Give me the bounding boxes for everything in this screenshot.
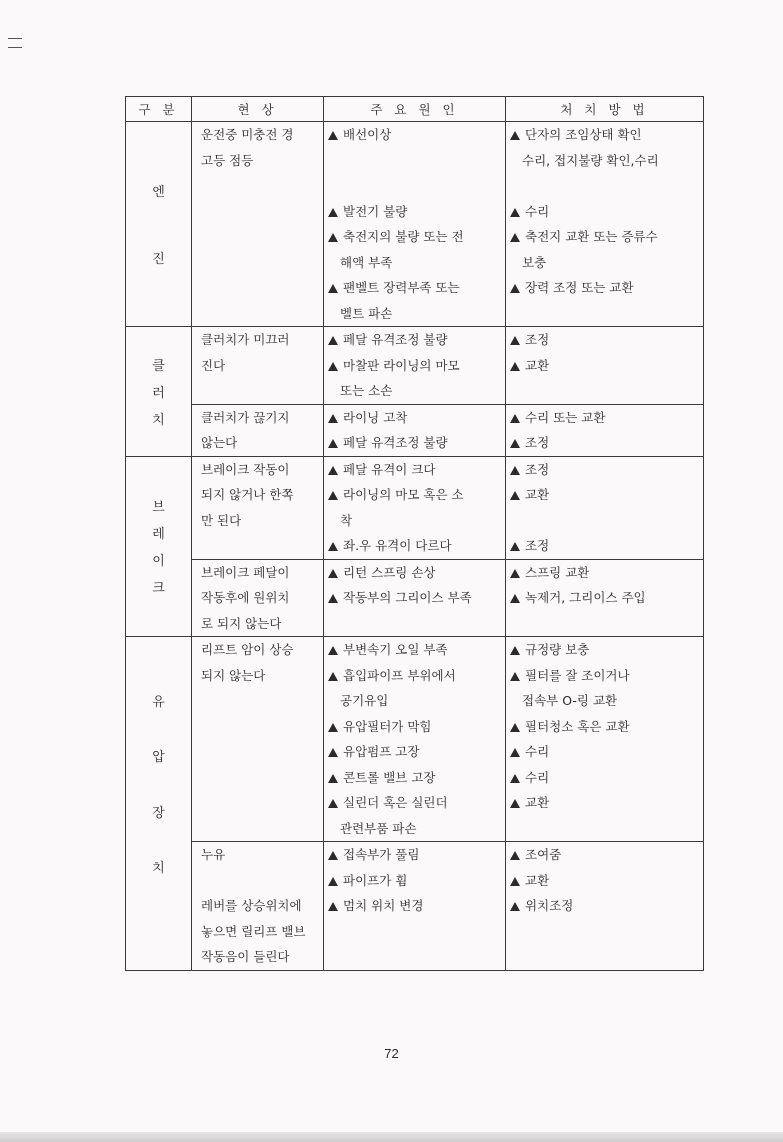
phenomenon-line: 리프트 암이 상승 (201, 642, 294, 657)
cause-item (324, 301, 505, 327)
phenomenon-cell (192, 404, 324, 456)
triangle-bullet-icon (328, 284, 338, 293)
triangle-bullet-icon (328, 877, 338, 886)
triangle-bullet-icon (510, 877, 520, 886)
cause-text: 배선이상 (343, 127, 392, 142)
fix-text: 필터를 잘 조이거나 (525, 667, 630, 683)
table-row (126, 327, 704, 405)
phenomenon-line: 브레이크 페달이 (201, 564, 290, 580)
fix-text: 교환 (525, 357, 550, 373)
triangle-bullet-icon (510, 414, 520, 423)
category-char: 이 (152, 554, 165, 570)
triangle-bullet-icon (328, 851, 338, 860)
cause-text: 유압펌프 고장 (343, 744, 420, 759)
cause-text: 라이닝의 마모 혹은 소 (343, 487, 464, 502)
cause-item (324, 378, 505, 404)
cause-item (324, 739, 505, 765)
phenomenon-cell (192, 456, 324, 559)
triangle-bullet-icon (328, 902, 338, 911)
fix-text: 조정 (525, 332, 550, 347)
fix-text: 수리 (525, 203, 550, 219)
fix-text: 축전지 교환 또는 증류수 (525, 229, 658, 244)
phenomenon-line: 만 된다 (201, 512, 242, 528)
fix-text: 교환 (525, 487, 550, 502)
triangle-bullet-icon (510, 902, 520, 911)
cause-cell (324, 842, 506, 971)
cause-text: 작동부의 그리이스 부족 (343, 590, 472, 605)
cause-item (324, 919, 505, 945)
table-body (126, 122, 704, 971)
phenomenon-line: 누유 (201, 847, 226, 862)
cause-text: 공기유입 (340, 693, 389, 708)
category-char: 크 (152, 581, 165, 597)
triangle-bullet-icon (328, 208, 338, 217)
phenomenon-line: 고등 점등 (201, 152, 254, 168)
triangle-bullet-icon (328, 594, 338, 603)
fix-text: 조정 (525, 435, 550, 450)
troubleshooting-table (125, 96, 704, 971)
fix-text: 필터청소 혹은 교환 (525, 718, 630, 734)
fix-cell (506, 327, 704, 405)
fix-item (506, 688, 703, 714)
cause-item (324, 765, 505, 791)
fix-item (506, 663, 703, 689)
cause-text: 페달 유격조정 불량 (343, 435, 448, 450)
triangle-bullet-icon (328, 774, 338, 783)
cause-item (324, 405, 505, 431)
fix-item (506, 790, 703, 816)
fix-item (506, 199, 703, 225)
triangle-bullet-icon (328, 233, 338, 242)
category-char: 레 (152, 527, 165, 543)
cause-text: 흡입파이프 부위에서 (343, 667, 456, 683)
triangle-bullet-icon (328, 336, 338, 345)
cause-item (324, 893, 505, 919)
triangle-bullet-icon (510, 336, 520, 345)
triangle-bullet-icon (510, 284, 520, 293)
triangle-bullet-icon (510, 233, 520, 242)
phenomenon-line: 진다 (201, 357, 226, 373)
fix-item (506, 301, 703, 327)
cause-text: 멈치 위치 변경 (343, 898, 424, 913)
triangle-bullet-icon (328, 542, 338, 551)
cause-cell (324, 559, 506, 637)
fix-item (506, 714, 703, 740)
triangle-bullet-icon (328, 569, 338, 578)
triangle-bullet-icon (328, 672, 338, 681)
cause-item (324, 816, 505, 842)
fix-item (506, 816, 703, 842)
cause-text: 페달 유격조정 불량 (343, 332, 448, 347)
triangle-bullet-icon (510, 646, 520, 655)
triangle-bullet-icon (328, 439, 338, 448)
fix-item (506, 739, 703, 765)
triangle-bullet-icon (328, 131, 338, 140)
cause-text: 관련부품 파손 (340, 820, 417, 836)
category-cell (126, 327, 192, 457)
fix-item (506, 250, 703, 276)
fix-text: 규정량 보충 (525, 642, 590, 657)
fix-item (506, 275, 703, 301)
cause-text: 좌.우 유격이 다르다 (343, 538, 452, 553)
cause-cell (324, 637, 506, 842)
triangle-bullet-icon (328, 799, 338, 808)
cause-item (324, 560, 505, 586)
header-fix: 처 치 방 법 (506, 97, 704, 122)
phenomenon-line: 작동후에 원위치 (201, 590, 290, 605)
fix-text: 수리, 접지불량 확인,수리 (522, 152, 659, 168)
fix-text: 스프링 교환 (525, 564, 590, 580)
phenomenon-cell (192, 842, 324, 971)
cause-text: 콘트롤 밸브 고장 (343, 769, 436, 785)
cause-text: 유압필터가 막힘 (343, 718, 432, 734)
table-row (126, 637, 704, 842)
category-char: 브 (152, 500, 165, 516)
fix-text: 수리 (525, 744, 550, 759)
cause-item (324, 585, 505, 611)
cause-item (324, 663, 505, 689)
cause-item (324, 353, 505, 379)
fix-item (506, 560, 703, 586)
fix-text: 접속부 O-링 교환 (522, 693, 618, 708)
cause-text: 발전기 불량 (343, 203, 408, 219)
fix-cell (506, 456, 704, 559)
cause-item (324, 148, 505, 174)
cause-item (324, 457, 505, 483)
triangle-bullet-icon (328, 646, 338, 655)
triangle-bullet-icon (328, 491, 338, 500)
category-char: 압 (152, 750, 165, 766)
fix-text: 위치조정 (525, 898, 574, 913)
cause-text: 파이프가 휨 (343, 872, 408, 888)
fix-text: 교환 (525, 872, 550, 888)
triangle-bullet-icon (510, 439, 520, 448)
cause-text: 페달 유격이 크다 (343, 461, 436, 477)
header-phenomenon: 현 상 (192, 97, 324, 122)
fix-text: 조정 (525, 461, 550, 477)
cause-item (324, 430, 505, 456)
cause-item (324, 122, 505, 148)
triangle-bullet-icon (510, 594, 520, 603)
cause-item (324, 482, 505, 508)
fix-item (506, 353, 703, 379)
cause-text: 마찰판 라이닝의 마모 (343, 357, 460, 373)
cause-text: 리턴 스프링 손상 (343, 564, 436, 580)
cause-item (324, 611, 505, 637)
fix-item (506, 585, 703, 611)
phenomenon-line: 되지 않거나 한쪽 (201, 487, 294, 502)
fix-item (506, 405, 703, 431)
fix-text: 단자의 조임상태 확인 (525, 127, 642, 142)
cause-item (324, 790, 505, 816)
triangle-bullet-icon (510, 466, 520, 475)
triangle-bullet-icon (328, 362, 338, 371)
fix-text: 교환 (525, 795, 550, 810)
phenomenon-cell (192, 122, 324, 327)
category-char: 진 (152, 252, 165, 268)
triangle-bullet-icon (510, 774, 520, 783)
fix-item (506, 327, 703, 353)
category-char: 장 (152, 805, 165, 821)
fix-item (506, 611, 703, 637)
cause-item (324, 199, 505, 225)
cause-text: 벨트 파손 (340, 305, 393, 321)
fix-cell (506, 122, 704, 327)
category-cell (126, 122, 192, 327)
cause-text: 부변속기 오일 부족 (343, 642, 448, 657)
cause-item (324, 508, 505, 534)
triangle-bullet-icon (510, 542, 520, 551)
fix-item (506, 173, 703, 199)
header-cause: 주 요 원 인 (324, 97, 506, 122)
phenomenon-line: 클러치가 끊기지 (201, 409, 290, 425)
fix-item (506, 378, 703, 404)
cause-item (324, 327, 505, 353)
triangle-bullet-icon (328, 748, 338, 757)
triangle-bullet-icon (328, 466, 338, 475)
fix-item (506, 944, 703, 970)
cause-text: 팬벨트 장력부족 또는 (343, 280, 460, 295)
cause-item (324, 173, 505, 199)
cause-item (324, 688, 505, 714)
category-char: 엔 (152, 184, 165, 200)
table-row (126, 842, 704, 971)
phenomenon-line: 운전중 미충전 경 (201, 127, 294, 142)
phenomenon-cell (192, 327, 324, 405)
fix-item (506, 224, 703, 250)
phenomenon-line: 놓으면 릴리프 밸브 (201, 923, 306, 939)
cause-text: 라이닝 고착 (343, 409, 408, 425)
page-number: 72 (384, 1046, 399, 1061)
cause-item (324, 842, 505, 868)
cause-item (324, 868, 505, 894)
fix-text: 조정 (525, 538, 550, 553)
corner-mark (8, 38, 22, 48)
cause-text: 접속부가 풀림 (343, 847, 420, 862)
fix-item (506, 919, 703, 945)
triangle-bullet-icon (510, 672, 520, 681)
fix-cell (506, 559, 704, 637)
fix-item (506, 842, 703, 868)
fix-cell (506, 637, 704, 842)
category-char: 클 (152, 358, 165, 374)
category-char: 치 (152, 412, 165, 428)
fix-item (506, 482, 703, 508)
triangle-bullet-icon (328, 414, 338, 423)
fix-text: 장력 조정 또는 교환 (525, 280, 634, 295)
table-header-row (126, 97, 704, 122)
cause-item (324, 275, 505, 301)
triangle-bullet-icon (510, 851, 520, 860)
phenomenon-line: 되지 않는다 (201, 667, 266, 683)
phenomenon-line: 않는다 (201, 435, 238, 450)
phenomenon-line: 레버를 상승위치에 (201, 898, 302, 913)
cause-item (324, 714, 505, 740)
phenomenon-line: 작동음이 들린다 (201, 949, 290, 964)
cause-text: 축전지의 불량 또는 전 (343, 229, 464, 244)
fix-item (506, 508, 703, 534)
cause-item (324, 637, 505, 663)
cause-item (324, 944, 505, 970)
cause-cell (324, 456, 506, 559)
category-char: 치 (152, 861, 165, 877)
table-row (126, 456, 704, 559)
fix-item (506, 148, 703, 174)
header-category: 구 분 (126, 97, 192, 122)
category-char: 유 (152, 694, 165, 710)
category-cell (126, 637, 192, 971)
phenomenon-line: 브레이크 작동이 (201, 461, 290, 477)
category-char: 러 (152, 385, 165, 401)
fix-item (506, 430, 703, 456)
fix-item (506, 533, 703, 559)
triangle-bullet-icon (510, 799, 520, 808)
cause-cell (324, 404, 506, 456)
triangle-bullet-icon (510, 748, 520, 757)
cause-item (324, 224, 505, 250)
fix-text: 수리 (525, 769, 550, 785)
cause-item (324, 533, 505, 559)
triangle-bullet-icon (510, 491, 520, 500)
fix-item (506, 122, 703, 148)
phenomenon-line: 로 되지 않는다 (201, 615, 282, 631)
cause-item (324, 250, 505, 276)
category-cell (126, 456, 192, 637)
cause-text: 착 (340, 512, 353, 528)
fix-cell (506, 842, 704, 971)
phenomenon-cell (192, 637, 324, 842)
table-row (126, 122, 704, 327)
fix-text: 보충 (522, 254, 547, 270)
cause-text: 해액 부족 (340, 254, 393, 270)
scan-edge (0, 1132, 783, 1142)
fix-item (506, 893, 703, 919)
fix-item (506, 868, 703, 894)
triangle-bullet-icon (510, 131, 520, 140)
triangle-bullet-icon (510, 208, 520, 217)
fix-item (506, 637, 703, 663)
table-row (126, 404, 704, 456)
fix-text: 수리 또는 교환 (525, 409, 606, 425)
cause-text: 실린더 혹은 실린더 (343, 795, 448, 810)
fix-item (506, 765, 703, 791)
cause-cell (324, 122, 506, 327)
triangle-bullet-icon (510, 362, 520, 371)
fix-cell (506, 404, 704, 456)
cause-cell (324, 327, 506, 405)
fix-text: 녹제거, 그리이스 주입 (525, 590, 646, 605)
phenomenon-line (192, 868, 323, 894)
cause-text: 또는 소손 (340, 383, 393, 398)
fix-text: 조여줌 (525, 847, 562, 862)
table-row (126, 559, 704, 637)
triangle-bullet-icon (510, 569, 520, 578)
phenomenon-line: 클러치가 미끄러 (201, 332, 290, 347)
triangle-bullet-icon (510, 723, 520, 732)
triangle-bullet-icon (328, 723, 338, 732)
fix-item (506, 457, 703, 483)
phenomenon-cell (192, 559, 324, 637)
